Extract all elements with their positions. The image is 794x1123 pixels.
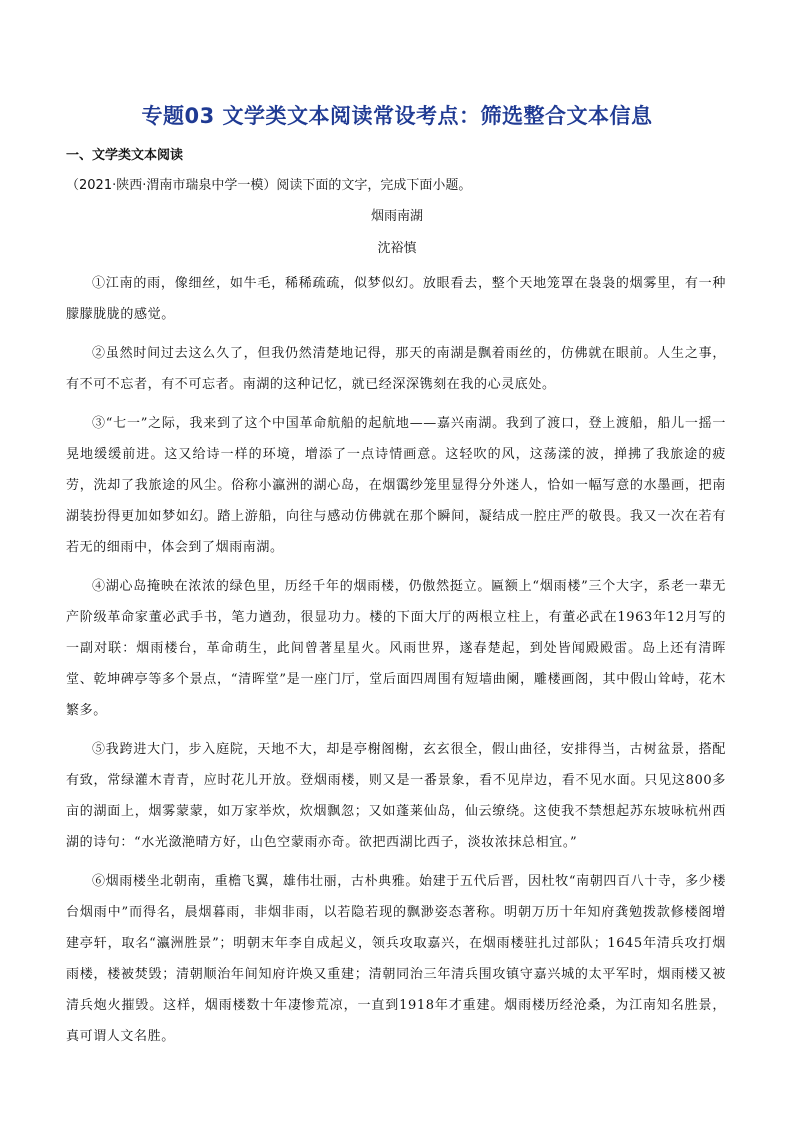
paragraph-3: ③“七一”之际，我来到了这个中国革命航船的起航地——嘉兴南湖。我到了渡口，登上渡船，船儿一摇一晃地缓缓前进。这又给诗一样的环境，增添了一点诗情画意。这轻吹的风，这荡漾的波，掸拂了我旅途的疲劳，洗却了我旅途的风尘。俗称小瀛洲的湖心岛，在烟霭纱笼里显得分外迷人，恰如一幅写意的水墨画，把南湖装扮得更加如梦如幻。踏上游船，向往与感动仿佛就在那个瞬间，凝结成一腔庄严的敬畏。我又一次在若有若无的细雨中，体会到了烟雨南湖。 (66, 416, 726, 555)
paragraph-4: ④湖心岛掩映在浓浓的绿色里，历经千年的烟雨楼，仍傲然挺立。匾额上“烟雨楼”三个大字，系老一辈无产阶级革命家董必武手书，笔力遒劲，很显功力。楼的下面大厅的两根立柱上，有董必武在1963年12月写的一副对联：烟雨楼台，革命萌生，此间曾著星星火。风雨世界，遂春楚起，到处皆闻殿殿雷。岛上还有清晖堂、乾坤碑亭等多个景点，“清晖堂”是一座门厅，堂后面四周围有短墙曲阑，雕楼画阁，其中假山耸峙，花木繁多。 (66, 579, 726, 718)
paragraph-5: ⑤我跨进大门，步入庭院，天地不大，却是亭榭阁榭，玄玄很全，假山曲径，安排得当，古树盆景，搭配有致，常绿灌木青青，应时花儿开放。登烟雨楼，则又是一番景象，看不见岸边，看不见水面。只见这800多亩的湖面上，烟雾蒙蒙，如万家举炊，炊烟飘忽；又如蓬莱仙岛，仙云缭绕。这使我不禁想起苏东坡咏杭州西湖的诗句：“水光潋滟晴方好，山色空蒙雨亦奇。欲把西湖比西子，淡妆浓抹总相宜。” (66, 742, 726, 850)
page-title: 专题03 文学类文本阅读常设考点：筛选整合文本信息 (141, 104, 653, 128)
paragraph-2: ②虽然时间过去这么久了，但我仍然清楚地记得，那天的南湖是飘着雨丝的，仿佛就在眼前。人生之事，有不可不忘者，有不可忘者。南湖的这种记忆，就已经深深镌刻在我的心灵底处。 (66, 346, 726, 392)
question-source: （2021·陕西·渭南市瑞泉中学一模）阅读下面的文字，完成下面小题。 (66, 178, 472, 193)
article-body (66, 268, 726, 1060)
section-heading: 一、文学类文本阅读 (66, 148, 184, 163)
paragraph-1: ①江南的雨，像细丝，如牛毛，稀稀疏疏，似梦似幻。放眼看去，整个天地笼罩在袅袅的烟雾里，有一种朦朦胧胧的感觉。 (66, 276, 726, 322)
paragraph-6: ⑥烟雨楼坐北朝南，重檐飞翼，雄伟壮丽，古朴典雅。始建于五代后晋，因杜牧“南朝四百八十寺，多少楼台烟雨中”而得名，晨烟暮雨，非烟非雨，以若隐若现的飘渺姿态著称。明朝万历十年知府龚勉拨款修楼阁增建亭轩，取名“瀛洲胜景”；明朝末年李自成起义，领兵攻取嘉兴，在烟雨楼驻扎过部队；1645年清兵攻打烟雨楼，楼被焚毁；清朝顺治年间知府许焕又重建；清朝同治三年清兵围攻镇守嘉兴城的太平军时，烟雨楼又被清兵炮火摧毁。这样，烟雨楼数十年凄惨荒凉，一直到1918年才重建。烟雨楼历经沧桑，为江南知名胜景，真可谓人文名胜。 (66, 874, 726, 1044)
article-title: 烟雨南湖 (370, 209, 423, 224)
article-author: 沈裕慎 (377, 241, 417, 256)
